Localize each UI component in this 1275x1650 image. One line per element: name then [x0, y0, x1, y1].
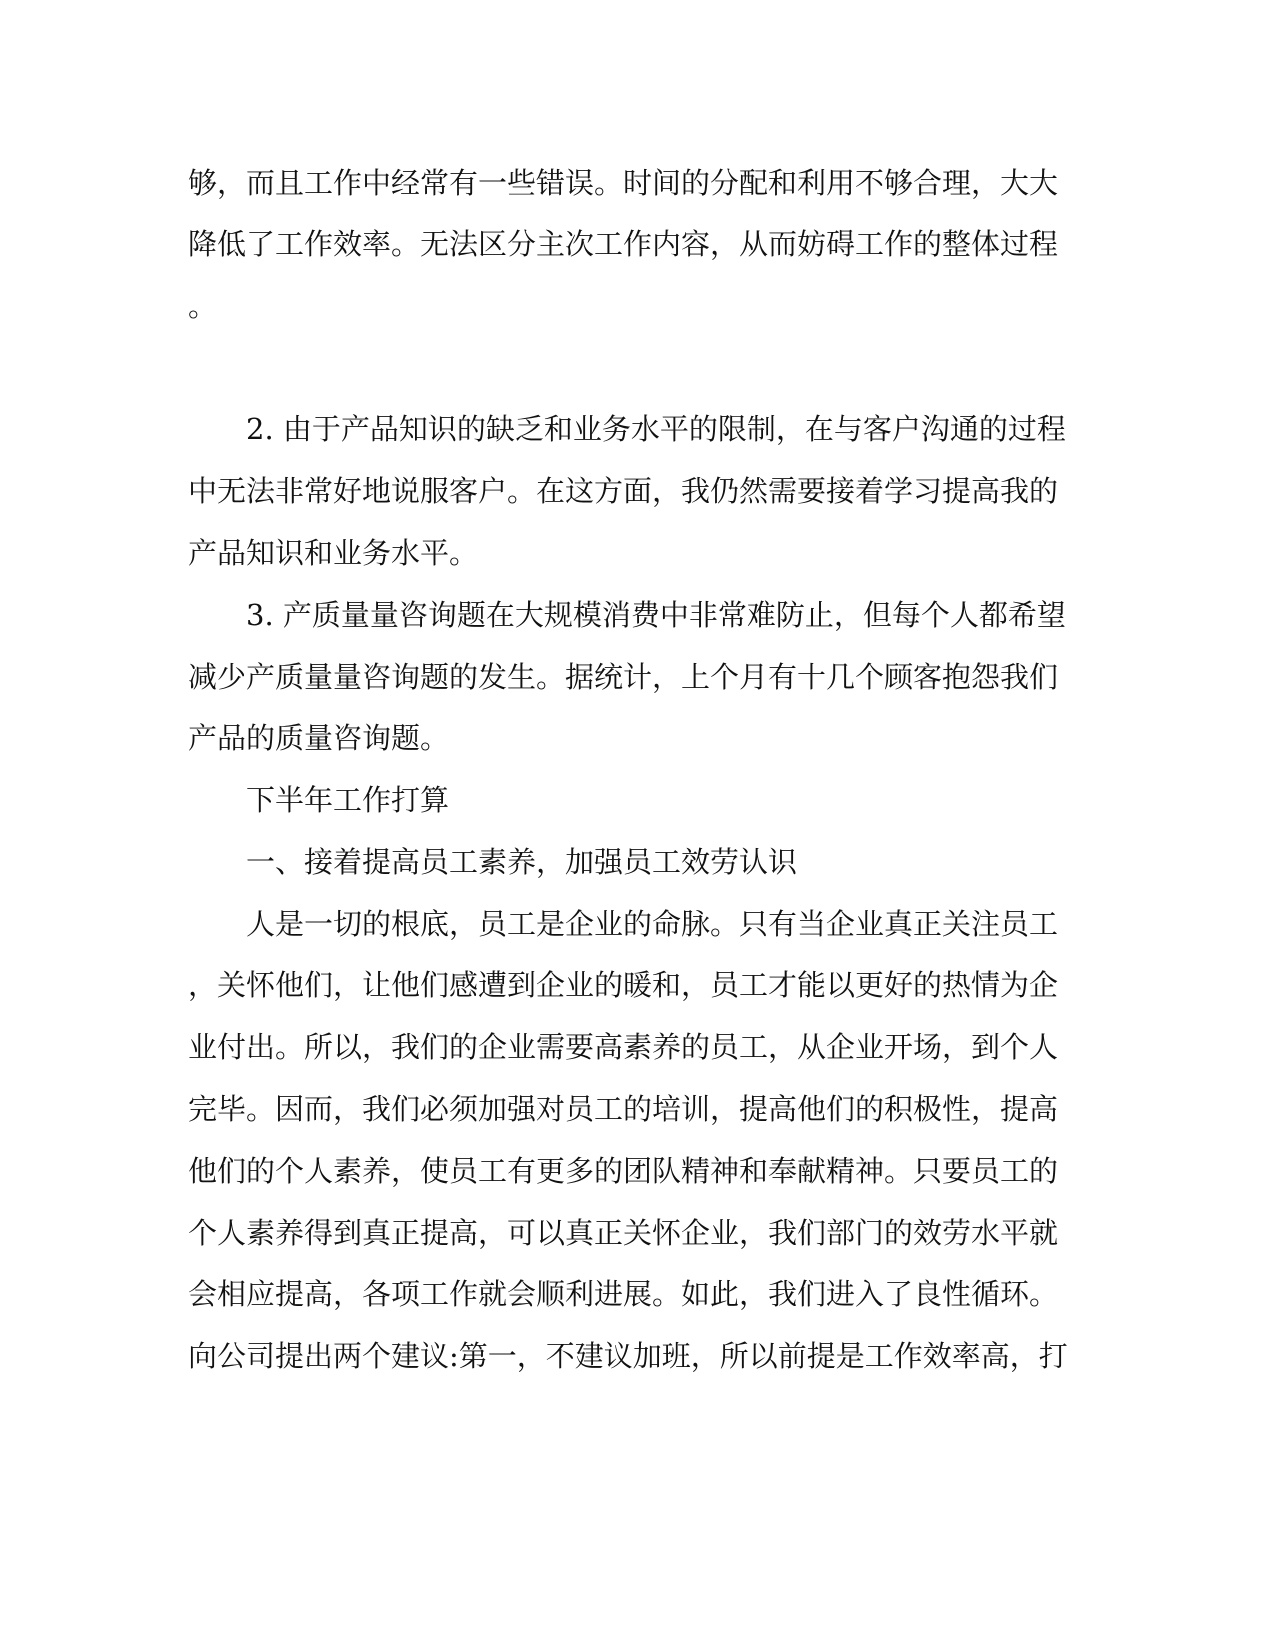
text-line: 完毕。因而，我们必须加强对员工的培训，提高他们的积极性，提高: [188, 1092, 1059, 1126]
text-line: 中无法非常好地说服客户。在这方面，我仍然需要接着学习提高我的: [188, 474, 1059, 508]
text-line: 业付出。所以，我们的企业需要高素养的员工，从企业开场，到个人: [188, 1030, 1059, 1064]
text-line: 。: [188, 289, 218, 323]
text-line: 他们的个人素养，使员工有更多的团队精神和奉献精神。只要员工的: [188, 1154, 1059, 1188]
list-item-2: 2. 由于产品知识的缺乏和业务水平的限制，在与客户沟通的过程: [246, 412, 1066, 446]
text-line: 会相应提高，各项工作就会顺利进展。如此，我们进入了良性循环。: [188, 1277, 1059, 1311]
paragraph-start: 人是一切的根底，员工是企业的命脉。只有当企业真正关注员工: [246, 907, 1059, 941]
text-line: 降低了工作效率。无法区分主次工作内容，从而妨碍工作的整体过程: [188, 227, 1059, 261]
section-heading: 下半年工作打算: [246, 783, 450, 817]
text-line: 产品知识和业务水平。: [188, 536, 479, 570]
text-line: 向公司提出两个建议:第一，不建议加班，所以前提是工作效率高，打: [188, 1339, 1068, 1373]
text-line: 够，而且工作中经常有一些错误。时间的分配和利用不够合理，大大: [188, 166, 1059, 200]
text-line: ，关怀他们，让他们感遭到企业的暖和，员工才能以更好的热情为企: [188, 968, 1059, 1002]
list-item-3: 3. 产质量量咨询题在大规模消费中非常难防止，但每个人都希望: [246, 598, 1066, 632]
text-line: 个人素养得到真正提高，可以真正关怀企业，我们部门的效劳水平就: [188, 1216, 1059, 1250]
text-line: 产品的质量咨询题。: [188, 721, 450, 755]
text-line: 减少产质量量咨询题的发生。据统计，上个月有十几个顾客抱怨我们: [188, 660, 1059, 694]
subsection-heading: 一、接着提高员工素养，加强员工效劳认识: [246, 845, 798, 879]
